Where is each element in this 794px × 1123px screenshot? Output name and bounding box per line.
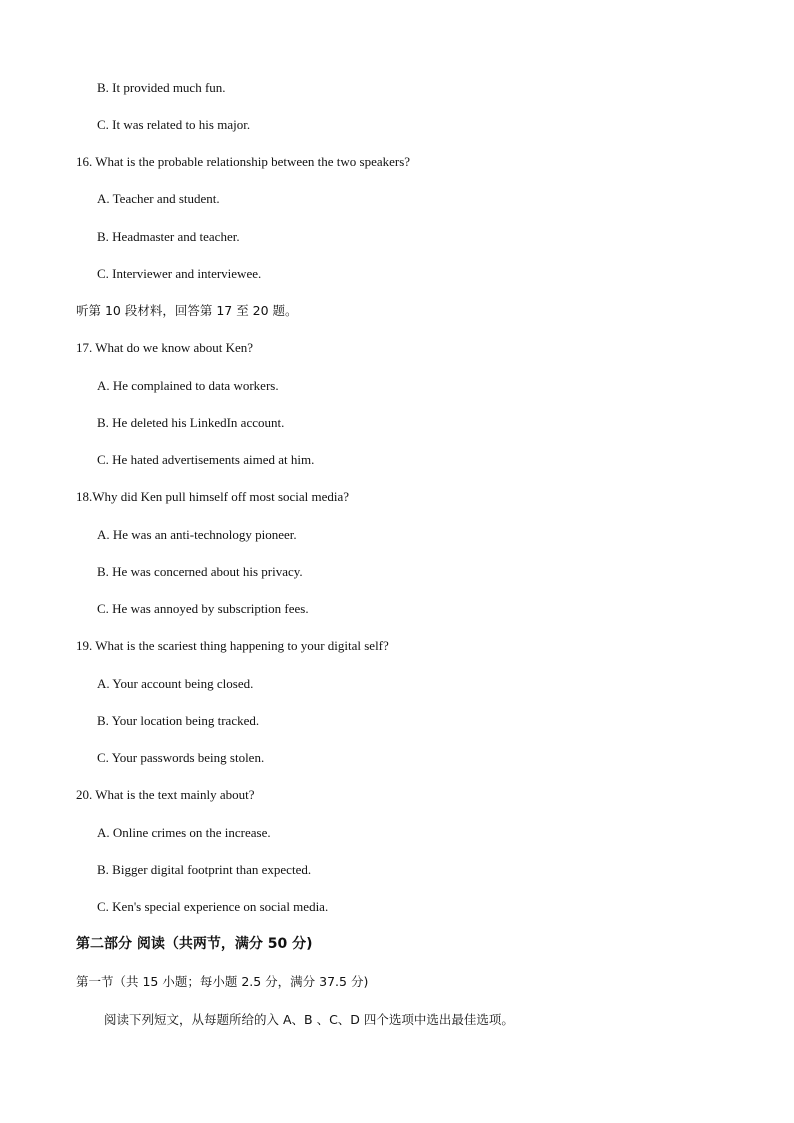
q17-option-c: C. He hated advertisements aimed at him.	[97, 452, 315, 467]
question-20: 20. What is the text mainly about?	[76, 787, 255, 802]
question-19: 19. What is the scariest thing happening to your digital self?	[76, 638, 389, 653]
q16-option-a: A. Teacher and student.	[97, 191, 220, 206]
q16-option-b: B. Headmaster and teacher.	[97, 229, 240, 244]
part-2-heading: 第二部分 阅读（共两节，满分 50 分)	[76, 936, 313, 952]
q16-option-c: C. Interviewer and interviewee.	[97, 266, 262, 281]
question-17: 17. What do we know about Ken?	[76, 340, 254, 355]
reading-instruction: 阅读下列短文，从每题所给的入 A、B 、C、D 四个选项中选出最佳选项。	[104, 1012, 514, 1027]
q15-option-c: C. It was related to his major.	[97, 117, 251, 132]
q17-option-a: A. He complained to data workers.	[97, 378, 279, 393]
q20-option-c: C. Ken's special experience on social media.	[97, 899, 329, 914]
q19-option-a: A. Your account being closed.	[97, 676, 254, 691]
section-1-heading: 第一节（共 15 小题；每小题 2.5 分，满分 37.5 分)	[76, 974, 369, 989]
q19-option-c: C. Your passwords being stolen.	[97, 750, 265, 765]
q15-option-b: B. It provided much fun.	[97, 80, 226, 95]
section-10-instruction: 听第 10 段材料，回答第 17 至 20 题。	[76, 303, 298, 318]
q17-option-b: B. He deleted his LinkedIn account.	[97, 415, 285, 430]
q20-option-b: B. Bigger digital footprint than expected.	[97, 862, 312, 877]
q20-option-a: A. Online crimes on the increase.	[97, 825, 271, 840]
q18-option-b: B. He was concerned about his privacy.	[97, 564, 303, 579]
question-18: 18.Why did Ken pull himself off most social media?	[76, 489, 350, 504]
question-16: 16. What is the probable relationship between the two speakers?	[76, 154, 411, 169]
q18-option-a: A. He was an anti-technology pioneer.	[97, 527, 297, 542]
q19-option-b: B. Your location being tracked.	[97, 713, 260, 728]
q18-option-c: C. He was annoyed by subscription fees.	[97, 601, 309, 616]
